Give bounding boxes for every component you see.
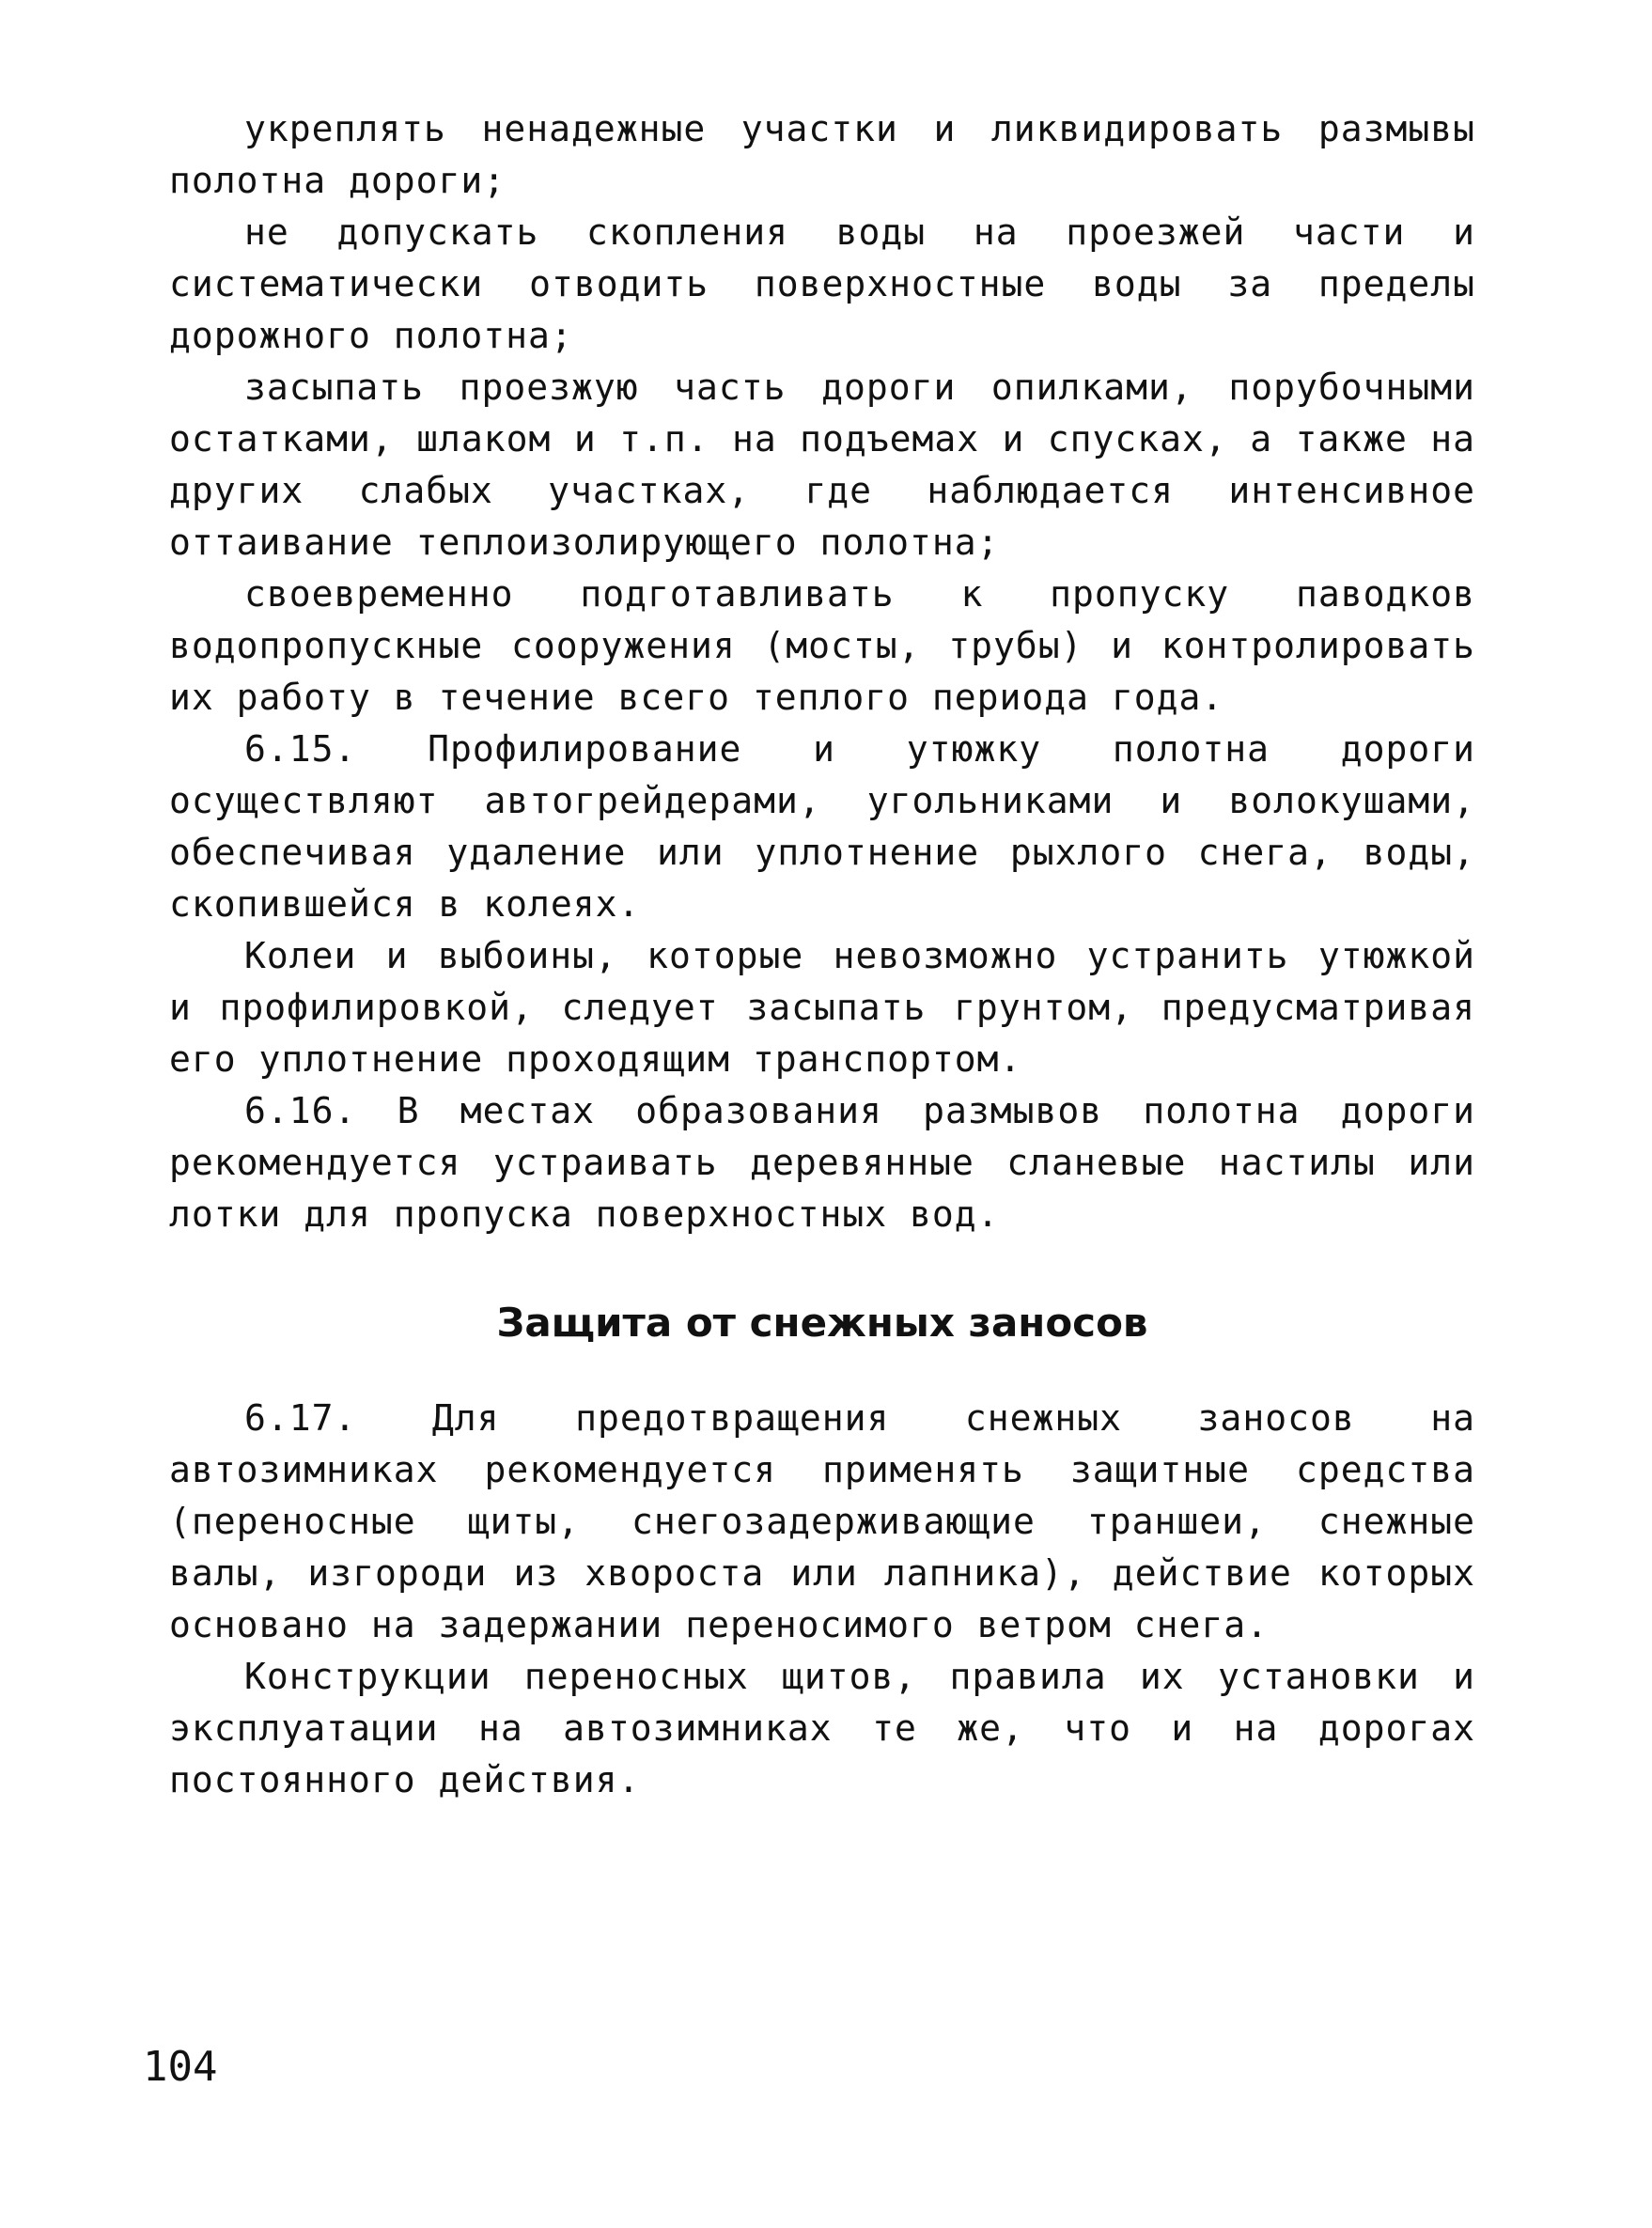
paragraph-ruts-potholes: Колеи и выбоины, которые невозможно устранить утюжкой и профилировкой, следует засыпать грунтом, предусматривая его уплотнение проходящим транспортом. <box>169 935 1475 1080</box>
paragraph-flood-preparation: своевременно подготавливать к пропуску паводков водопропускные сооружения (мосты, трубы) и контролировать их работу в течение всего теплого периода года. <box>169 573 1475 718</box>
paragraph-6-16: 6.16. В местах образования размывов полотна дороги рекомендуется устраивать деревянные сланевые настилы или лотки для пропуска поверхностных вод. <box>169 1090 1475 1235</box>
page-content <box>169 103 1475 1806</box>
paragraph-water-drainage: не допускать скопления воды на проезжей части и систематически отводить поверхностные воды за пределы дорожного полотна; <box>169 211 1475 356</box>
paragraph-portable-shields: Конструкции переносных щитов, правила их установки и эксплуатации на автозимниках те же, что и на дорогах постоянного действия. <box>169 1656 1475 1800</box>
paragraph-fill-roadway: засыпать проезжую часть дороги опилками, порубочными остатками, шлаком и т.п. на подъемах и спусках, а также на других слабых участках, где наблюдается интенсивное оттаивание теплоизолирующего полотна; <box>169 366 1475 563</box>
page-number: 104 <box>143 2043 218 2091</box>
section-heading: Защита от снежных заносов <box>496 1300 1148 1346</box>
paragraph-6-17: 6.17. Для предотвращения снежных заносов на автозимниках рекомендуется применять защитные средства (переносные щиты, снегозадерживающие траншеи, снежные валы, изгороди из хвороста или лапника), действие которых основано на задержании переносимого ветром снега. <box>169 1397 1475 1645</box>
paragraph-strengthen-sections: укреплять ненадежные участки и ликвидировать размывы полотна дороги; <box>169 108 1475 201</box>
paragraph-6-15: 6.15. Профилирование и утюжку полотна дороги осуществляют автогрейдерами, угольниками и волокушами, обеспечивая удаление или уплотнение рыхлого снега, воды, скопившейся в колеях. <box>169 728 1475 925</box>
